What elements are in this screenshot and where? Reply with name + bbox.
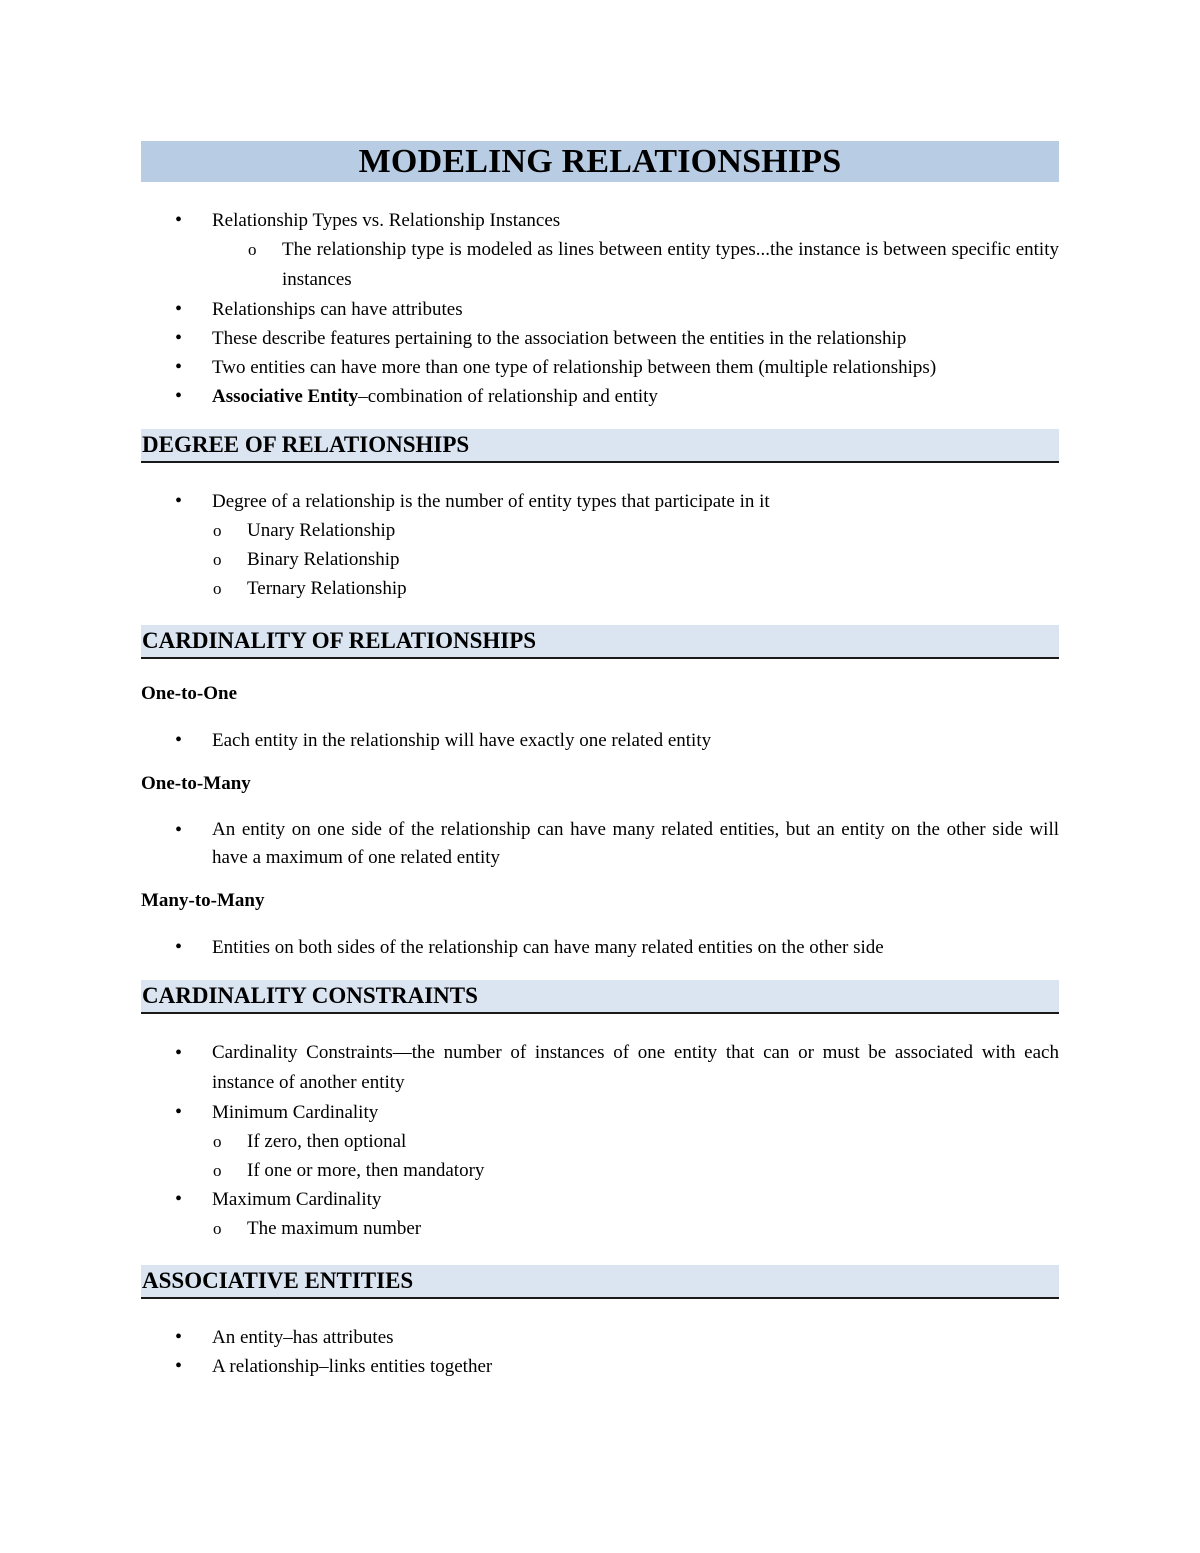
list-item: • An entity–has attributes — [141, 1323, 1059, 1352]
sub-list-item: o The maximum number — [141, 1214, 1059, 1243]
list-item: • Relationship Types vs. Relationship Instances — [141, 206, 1059, 235]
list-item: • A relationship–links entities together — [141, 1352, 1059, 1381]
document-page — [141, 141, 1059, 1381]
one-to-one-list — [141, 726, 1059, 755]
subheading-one-to-many: One-to-Many — [141, 773, 251, 794]
term-bold: Associative Entity — [212, 386, 359, 407]
list-item: • These describe features pertaining to the association between the entities in the relationship — [141, 324, 1059, 353]
section-heading-constraints: CARDINALITY CONSTRAINTS — [141, 980, 1059, 1014]
term-definition: –combination of relationship and entity — [358, 386, 658, 407]
list-item: • Two entities can have more than one type of relationship between them (multiple relationships) — [141, 353, 1059, 382]
associative-list — [141, 1323, 1059, 1381]
list-item: • Each entity in the relationship will have exactly one related entity — [141, 726, 1059, 755]
list-item: • Entities on both sides of the relationship can have many related entities on the other side — [141, 933, 1059, 962]
subheading-many-to-many: Many-to-Many — [141, 890, 265, 911]
page-title: MODELING RELATIONSHIPS — [141, 141, 1059, 182]
one-to-many-list — [141, 816, 1059, 872]
list-item: • Maximum Cardinality — [141, 1185, 1059, 1214]
sub-list-item: o The relationship type is modeled as lines between entity types...the instance is between specific entity instances — [141, 235, 1059, 295]
list-item: • An entity on one side of the relationship can have many related entities, but an entity on the other side will have a maximum of one related entity — [141, 816, 1059, 872]
subheading-one-to-one: One-to-One — [141, 683, 238, 704]
sub-list-item: o Unary Relationship — [141, 516, 1059, 545]
list-item: • Cardinality Constraints—the number of instances of one entity that can or must be associated with each instance of another entity — [141, 1038, 1059, 1098]
section-heading-associative: ASSOCIATIVE ENTITIES — [141, 1265, 1059, 1299]
sub-list-item: o Ternary Relationship — [141, 574, 1059, 603]
list-item: • Degree of a relationship is the number of entity types that participate in it — [141, 487, 1059, 516]
list-item: • Minimum Cardinality — [141, 1098, 1059, 1127]
degree-list — [141, 487, 1059, 603]
sub-list-item: o If one or more, then mandatory — [141, 1156, 1059, 1185]
list-item: • Relationships can have attributes — [141, 295, 1059, 324]
sub-list-item: o Binary Relationship — [141, 545, 1059, 574]
constraints-list — [141, 1038, 1059, 1243]
intro-list — [141, 206, 1059, 411]
many-to-many-list — [141, 933, 1059, 962]
section-heading-cardinality: CARDINALITY OF RELATIONSHIPS — [141, 625, 1059, 659]
list-item — [141, 382, 1059, 411]
sub-list-item: o If zero, then optional — [141, 1127, 1059, 1156]
section-heading-degree: DEGREE OF RELATIONSHIPS — [141, 429, 1059, 463]
